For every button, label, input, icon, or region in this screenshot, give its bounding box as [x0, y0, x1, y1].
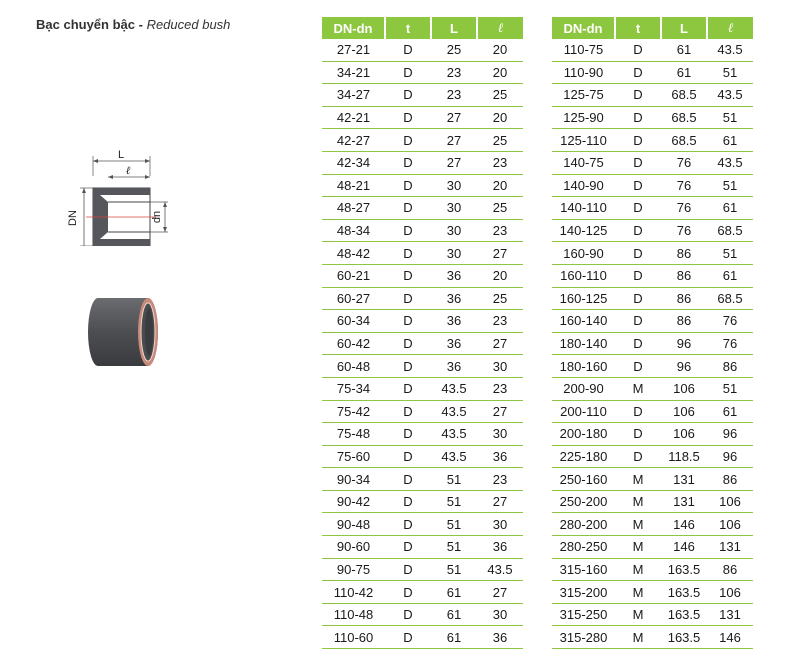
- cell-dn-dn: 140-125: [552, 219, 615, 242]
- cell-L: 61: [431, 603, 477, 626]
- cell-L: 163.5: [661, 581, 707, 604]
- cell-l: 23: [477, 468, 523, 491]
- table-row: [552, 264, 753, 287]
- cell-t: D: [385, 355, 431, 378]
- cell-l: 51: [707, 106, 753, 129]
- cell-l: 36: [477, 626, 523, 649]
- table-row: [322, 558, 523, 581]
- cell-dn-dn: 60-27: [322, 287, 385, 310]
- cell-dn-dn: 180-140: [552, 332, 615, 355]
- cell-t: D: [385, 423, 431, 446]
- cell-dn-dn: 75-34: [322, 377, 385, 400]
- table-row: [552, 61, 753, 84]
- table-row: [552, 355, 753, 378]
- diagram-label-L: L: [117, 149, 125, 161]
- table-row: [552, 400, 753, 423]
- cell-t: D: [385, 332, 431, 355]
- table-row: [552, 219, 753, 242]
- cell-l: 76: [707, 310, 753, 333]
- cell-l: 146: [707, 626, 753, 649]
- cell-l: 20: [477, 61, 523, 84]
- cell-l: 106: [707, 490, 753, 513]
- cell-L: 36: [431, 264, 477, 287]
- table-row: [322, 626, 523, 649]
- table-row: [322, 84, 523, 107]
- cell-dn-dn: 200-90: [552, 377, 615, 400]
- cell-l: 61: [707, 129, 753, 152]
- cell-L: 86: [661, 264, 707, 287]
- cell-t: D: [385, 558, 431, 581]
- cell-l: 43.5: [707, 84, 753, 107]
- cell-t: D: [615, 129, 661, 152]
- cell-L: 43.5: [431, 445, 477, 468]
- table-row: [322, 332, 523, 355]
- cell-t: D: [615, 400, 661, 423]
- cell-t: D: [385, 581, 431, 604]
- cell-l: 43.5: [477, 558, 523, 581]
- table-row: [322, 603, 523, 626]
- cell-t: D: [385, 39, 431, 61]
- cell-dn-dn: 48-42: [322, 242, 385, 265]
- cell-l: 23: [477, 151, 523, 174]
- cell-L: 30: [431, 219, 477, 242]
- cell-dn-dn: 60-48: [322, 355, 385, 378]
- cell-t: D: [385, 151, 431, 174]
- cell-L: 106: [661, 377, 707, 400]
- cell-l: 27: [477, 490, 523, 513]
- table-row: [322, 490, 523, 513]
- table-row: [552, 84, 753, 107]
- cell-dn-dn: 160-125: [552, 287, 615, 310]
- cell-L: 86: [661, 242, 707, 265]
- header-l: ℓ: [707, 17, 753, 39]
- cell-L: 61: [431, 581, 477, 604]
- cell-dn-dn: 225-180: [552, 445, 615, 468]
- cell-t: D: [615, 310, 661, 333]
- cell-L: 36: [431, 310, 477, 333]
- cell-L: 68.5: [661, 106, 707, 129]
- cell-L: 61: [431, 626, 477, 649]
- cell-t: D: [615, 423, 661, 446]
- cell-L: 86: [661, 310, 707, 333]
- title-english: Reduced bush: [146, 17, 231, 32]
- cell-L: 43.5: [431, 400, 477, 423]
- cell-l: 106: [707, 581, 753, 604]
- cell-dn-dn: 110-75: [552, 39, 615, 61]
- cell-L: 51: [431, 513, 477, 536]
- cell-dn-dn: 140-110: [552, 197, 615, 220]
- title-separator: -: [135, 17, 147, 32]
- cell-t: M: [615, 468, 661, 491]
- cell-t: D: [615, 174, 661, 197]
- cell-L: 163.5: [661, 558, 707, 581]
- cell-l: 96: [707, 423, 753, 446]
- cell-dn-dn: 75-60: [322, 445, 385, 468]
- cell-L: 106: [661, 400, 707, 423]
- cell-t: D: [385, 468, 431, 491]
- cell-L: 27: [431, 129, 477, 152]
- table-row: [322, 129, 523, 152]
- table-row: [552, 581, 753, 604]
- table-row: [322, 355, 523, 378]
- cell-l: 86: [707, 558, 753, 581]
- cell-L: 36: [431, 287, 477, 310]
- cell-L: 23: [431, 84, 477, 107]
- cell-t: M: [615, 377, 661, 400]
- table-row: [322, 400, 523, 423]
- cell-l: 61: [707, 400, 753, 423]
- cell-l: 131: [707, 536, 753, 559]
- cell-L: 76: [661, 174, 707, 197]
- cell-dn-dn: 48-27: [322, 197, 385, 220]
- cell-t: D: [385, 513, 431, 536]
- cell-L: 118.5: [661, 445, 707, 468]
- diagram-label-DN: DN: [67, 210, 79, 226]
- cell-t: D: [615, 197, 661, 220]
- cell-dn-dn: 90-60: [322, 536, 385, 559]
- table-row: [322, 423, 523, 446]
- cell-l: 51: [707, 174, 753, 197]
- cell-dn-dn: 27-21: [322, 39, 385, 61]
- cell-t: D: [385, 264, 431, 287]
- cell-L: 43.5: [431, 423, 477, 446]
- table-row: [552, 151, 753, 174]
- cell-t: D: [615, 151, 661, 174]
- table-row: [552, 626, 753, 649]
- table-row: [322, 219, 523, 242]
- cell-t: D: [385, 536, 431, 559]
- table-row: [322, 581, 523, 604]
- cell-t: D: [385, 106, 431, 129]
- cell-l: 27: [477, 242, 523, 265]
- cell-dn-dn: 60-21: [322, 264, 385, 287]
- table-row: [322, 61, 523, 84]
- cell-l: 36: [477, 445, 523, 468]
- table-row: [322, 287, 523, 310]
- cell-dn-dn: 42-27: [322, 129, 385, 152]
- table-row: [552, 423, 753, 446]
- cell-t: D: [615, 219, 661, 242]
- cell-l: 131: [707, 603, 753, 626]
- cell-l: 20: [477, 264, 523, 287]
- cell-t: M: [615, 581, 661, 604]
- cell-L: 36: [431, 355, 477, 378]
- cell-dn-dn: 110-60: [322, 626, 385, 649]
- reduced-bush-diagram: [58, 146, 178, 246]
- cell-l: 43.5: [707, 39, 753, 61]
- cell-L: 27: [431, 106, 477, 129]
- cell-l: 27: [477, 400, 523, 423]
- title-vietnamese: Bạc chuyển bậc: [36, 17, 135, 32]
- table-row: [322, 310, 523, 333]
- cell-l: 68.5: [707, 287, 753, 310]
- cell-l: 51: [707, 61, 753, 84]
- cell-dn-dn: 140-90: [552, 174, 615, 197]
- cell-t: D: [385, 626, 431, 649]
- cell-t: D: [615, 264, 661, 287]
- cell-dn-dn: 315-250: [552, 603, 615, 626]
- cell-dn-dn: 42-21: [322, 106, 385, 129]
- table-row: [552, 106, 753, 129]
- cell-l: 30: [477, 513, 523, 536]
- cell-l: 27: [477, 332, 523, 355]
- cell-L: 51: [431, 558, 477, 581]
- cell-t: D: [385, 219, 431, 242]
- cell-dn-dn: 75-48: [322, 423, 385, 446]
- cell-t: M: [615, 536, 661, 559]
- cell-l: 20: [477, 39, 523, 61]
- cell-l: 106: [707, 513, 753, 536]
- cell-l: 23: [477, 310, 523, 333]
- table-row: [552, 445, 753, 468]
- cell-t: M: [615, 603, 661, 626]
- cell-L: 30: [431, 197, 477, 220]
- table-row: [552, 129, 753, 152]
- cell-dn-dn: 160-110: [552, 264, 615, 287]
- cell-dn-dn: 90-42: [322, 490, 385, 513]
- cell-L: 27: [431, 151, 477, 174]
- cell-dn-dn: 60-42: [322, 332, 385, 355]
- cell-L: 43.5: [431, 377, 477, 400]
- cell-dn-dn: 75-42: [322, 400, 385, 423]
- cell-t: M: [615, 626, 661, 649]
- cell-dn-dn: 140-75: [552, 151, 615, 174]
- reduced-bush-photo: [88, 290, 168, 370]
- cell-l: 86: [707, 355, 753, 378]
- cell-t: D: [385, 490, 431, 513]
- cell-t: D: [615, 242, 661, 265]
- cell-L: 25: [431, 39, 477, 61]
- cell-L: 146: [661, 513, 707, 536]
- cell-dn-dn: 90-34: [322, 468, 385, 491]
- table-row: [322, 197, 523, 220]
- table-row: [552, 332, 753, 355]
- diagram-label-l: ℓ: [125, 164, 131, 177]
- header-l: ℓ: [477, 17, 523, 39]
- cell-L: 23: [431, 61, 477, 84]
- cell-l: 23: [477, 377, 523, 400]
- cell-t: D: [615, 61, 661, 84]
- table-row: [552, 513, 753, 536]
- cell-L: 68.5: [661, 84, 707, 107]
- table-row: [552, 558, 753, 581]
- cell-l: 27: [477, 581, 523, 604]
- cell-L: 131: [661, 468, 707, 491]
- spec-table-right: [552, 17, 753, 649]
- header-dn-dn: DN-dn: [552, 17, 615, 39]
- table-row: [322, 174, 523, 197]
- cell-dn-dn: 200-180: [552, 423, 615, 446]
- cell-dn-dn: 90-75: [322, 558, 385, 581]
- cell-t: M: [615, 513, 661, 536]
- cell-l: 30: [477, 603, 523, 626]
- cell-L: 61: [661, 39, 707, 61]
- cell-dn-dn: 110-48: [322, 603, 385, 626]
- cell-dn-dn: 125-75: [552, 84, 615, 107]
- table-row: [552, 287, 753, 310]
- cell-L: 30: [431, 174, 477, 197]
- cell-dn-dn: 280-250: [552, 536, 615, 559]
- cell-dn-dn: 110-90: [552, 61, 615, 84]
- cell-l: 20: [477, 174, 523, 197]
- cell-t: D: [615, 84, 661, 107]
- cell-t: M: [615, 490, 661, 513]
- cell-dn-dn: 34-27: [322, 84, 385, 107]
- table-header-row: [322, 17, 523, 39]
- table-row: [552, 197, 753, 220]
- cell-L: 106: [661, 423, 707, 446]
- cell-l: 25: [477, 84, 523, 107]
- header-dn-dn: DN-dn: [322, 17, 385, 39]
- cell-l: 76: [707, 332, 753, 355]
- cell-dn-dn: 200-110: [552, 400, 615, 423]
- cell-L: 131: [661, 490, 707, 513]
- header-L: L: [661, 17, 707, 39]
- table-row: [552, 468, 753, 491]
- cell-L: 30: [431, 242, 477, 265]
- cell-dn-dn: 34-21: [322, 61, 385, 84]
- cell-dn-dn: 315-200: [552, 581, 615, 604]
- table-row: [322, 151, 523, 174]
- table-row: [322, 468, 523, 491]
- cell-L: 146: [661, 536, 707, 559]
- cell-dn-dn: 125-90: [552, 106, 615, 129]
- cell-l: 36: [477, 536, 523, 559]
- cell-t: D: [385, 242, 431, 265]
- table-row: [552, 377, 753, 400]
- cell-t: D: [385, 400, 431, 423]
- cell-L: 76: [661, 151, 707, 174]
- table-row: [322, 106, 523, 129]
- cell-L: 96: [661, 332, 707, 355]
- cell-L: 76: [661, 219, 707, 242]
- cell-t: D: [615, 106, 661, 129]
- cell-l: 51: [707, 242, 753, 265]
- cell-l: 61: [707, 264, 753, 287]
- table-row: [552, 536, 753, 559]
- cell-t: D: [385, 197, 431, 220]
- table-row: [552, 490, 753, 513]
- cell-l: 96: [707, 445, 753, 468]
- cell-l: 23: [477, 219, 523, 242]
- table-row: [552, 242, 753, 265]
- header-L: L: [431, 17, 477, 39]
- cell-l: 86: [707, 468, 753, 491]
- cell-dn-dn: 250-200: [552, 490, 615, 513]
- cell-L: 51: [431, 468, 477, 491]
- table-row: [552, 310, 753, 333]
- cell-dn-dn: 160-140: [552, 310, 615, 333]
- table-row: [552, 39, 753, 61]
- cell-l: 68.5: [707, 219, 753, 242]
- page-title: [36, 17, 230, 32]
- cell-dn-dn: 180-160: [552, 355, 615, 378]
- cell-l: 25: [477, 197, 523, 220]
- table-header-row: [552, 17, 753, 39]
- table-row: [552, 174, 753, 197]
- diagram-label-dn: dn: [151, 210, 163, 224]
- cell-L: 96: [661, 355, 707, 378]
- table-row: [322, 513, 523, 536]
- cell-t: D: [615, 39, 661, 61]
- cell-dn-dn: 90-48: [322, 513, 385, 536]
- cell-t: D: [385, 61, 431, 84]
- cell-dn-dn: 60-34: [322, 310, 385, 333]
- cell-l: 20: [477, 106, 523, 129]
- cell-t: D: [385, 310, 431, 333]
- cell-dn-dn: 42-34: [322, 151, 385, 174]
- cell-t: D: [385, 129, 431, 152]
- cell-t: D: [385, 84, 431, 107]
- cell-t: D: [615, 445, 661, 468]
- cell-t: D: [385, 603, 431, 626]
- cell-l: 43.5: [707, 151, 753, 174]
- cell-L: 61: [661, 61, 707, 84]
- cell-t: D: [615, 332, 661, 355]
- cell-l: 30: [477, 355, 523, 378]
- table-row: [322, 242, 523, 265]
- header-t: t: [385, 17, 431, 39]
- cell-t: D: [615, 287, 661, 310]
- table-row: [552, 603, 753, 626]
- table-row: [322, 536, 523, 559]
- cell-L: 163.5: [661, 626, 707, 649]
- cell-dn-dn: 48-34: [322, 219, 385, 242]
- cell-dn-dn: 110-42: [322, 581, 385, 604]
- cell-t: M: [615, 558, 661, 581]
- cell-dn-dn: 250-160: [552, 468, 615, 491]
- cell-l: 51: [707, 377, 753, 400]
- header-t: t: [615, 17, 661, 39]
- table-row: [322, 264, 523, 287]
- spec-table-left: [322, 17, 523, 649]
- cell-L: 51: [431, 536, 477, 559]
- cell-l: 25: [477, 129, 523, 152]
- cell-dn-dn: 48-21: [322, 174, 385, 197]
- cell-dn-dn: 315-280: [552, 626, 615, 649]
- cell-L: 163.5: [661, 603, 707, 626]
- cell-L: 68.5: [661, 129, 707, 152]
- table-row: [322, 377, 523, 400]
- cell-l: 61: [707, 197, 753, 220]
- cell-dn-dn: 125-110: [552, 129, 615, 152]
- cell-dn-dn: 280-200: [552, 513, 615, 536]
- cell-t: D: [385, 174, 431, 197]
- cell-t: D: [615, 355, 661, 378]
- cell-t: D: [385, 377, 431, 400]
- cell-dn-dn: 160-90: [552, 242, 615, 265]
- cell-l: 25: [477, 287, 523, 310]
- cell-l: 30: [477, 423, 523, 446]
- cell-t: D: [385, 287, 431, 310]
- cell-L: 36: [431, 332, 477, 355]
- cell-dn-dn: 315-160: [552, 558, 615, 581]
- cell-t: D: [385, 445, 431, 468]
- table-row: [322, 39, 523, 61]
- cell-L: 51: [431, 490, 477, 513]
- cell-L: 86: [661, 287, 707, 310]
- table-row: [322, 445, 523, 468]
- cell-L: 76: [661, 197, 707, 220]
